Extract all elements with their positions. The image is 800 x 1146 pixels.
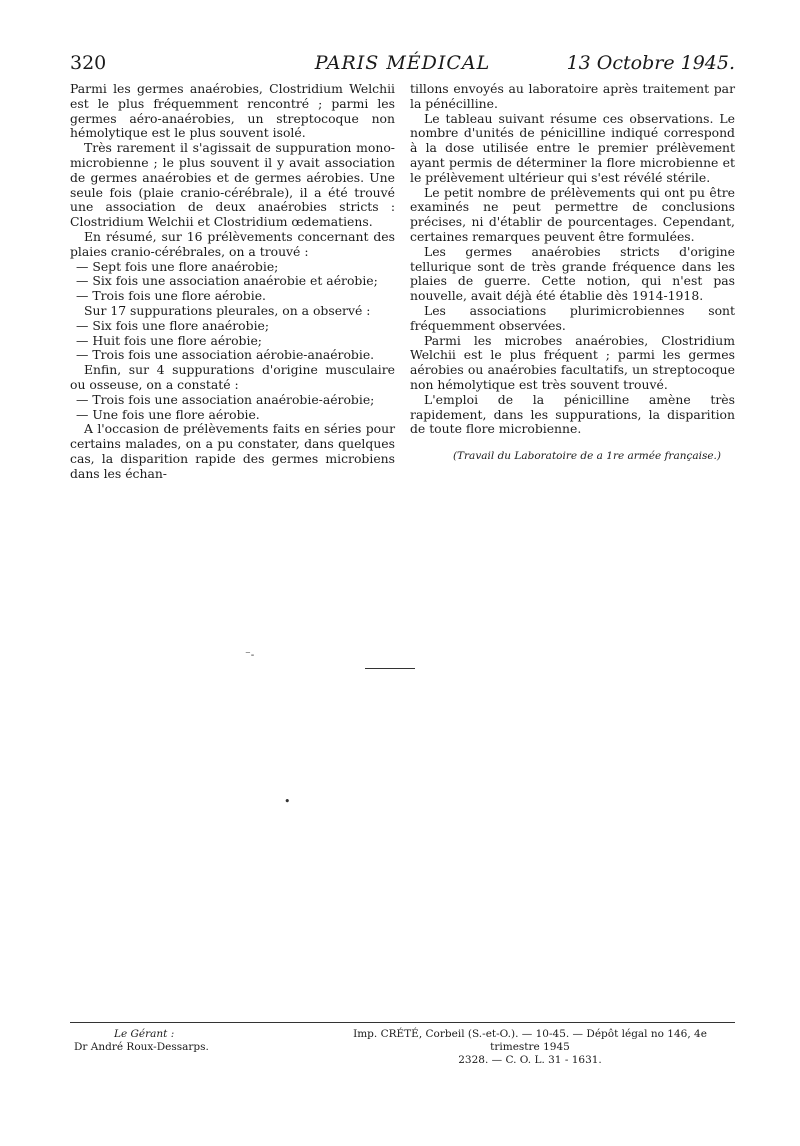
right-column (410, 82, 735, 464)
list-item: — Trois fois une association aérobie-anaérobie. (76, 347, 375, 363)
list-item: — Sept fois une flore anaérobie; (76, 258, 279, 274)
paragraph: Parmi les germes anaérobies, Clostridium Welchii est le plus fréquemment rencontré ; parmi les germes aéro-anaérobies, un streptocoque non hémolytique est le plus souvent isolé. (70, 81, 395, 141)
footer-imprint (330, 1028, 730, 1067)
list-item: — Une fois une flore aérobie. (76, 406, 260, 422)
paragraph: Les associations plurimicrobiennes sont fréquemment observées. (410, 302, 735, 333)
lab-credit: (Travail du Laboratoire de a 1re armée française.) (452, 450, 721, 463)
list-item: — Trois fois une association anaérobie-aérobie; (76, 391, 375, 407)
list-item: — Trois fois une flore aérobie. (76, 288, 266, 304)
paragraph: Enfin, sur 4 suppurations d'origine musculaire ou osseuse, on a constaté : (70, 362, 395, 392)
page-number: 320 (70, 52, 107, 74)
gerant-name: Dr André Roux-Dessarps. (74, 1041, 209, 1053)
list-item: — Six fois une flore anaérobie; (76, 317, 270, 333)
running-header (70, 52, 735, 80)
paragraph: Parmi les microbes anaérobies, Clostridium Welchii est le plus fréquent ; parmi les germes aérobies ou anaérobies facultatifs, un streptocoque non hémolytique est très souvent trouvé. (410, 332, 735, 392)
print-speck: • (284, 795, 291, 808)
list-item: — Six fois une association anaérobie et aérobie; (76, 273, 378, 289)
journal-title: PARIS MÉDICAL (314, 52, 491, 74)
gerant-label: Le Gérant : (114, 1028, 175, 1040)
issue-date: 13 Octobre 1945. (566, 52, 735, 74)
paragraph: Sur 17 suppurations pleurales, on a observé : (84, 302, 371, 318)
footer-gerant (74, 1028, 209, 1054)
left-column (70, 82, 395, 482)
paragraph: Le petit nombre de prélèvements qui ont pu être examinés ne peut permettre de conclusions précises, ni d'établir de pourcentages. Cependant, certaines remarques peuvent être formulées. (410, 184, 735, 244)
paragraph: L'emploi de la pénicilline amène très rapidement, dans les suppurations, la disparition de toute flore microbienne. (410, 391, 735, 437)
paragraph: A l'occasion de prélèvements faits en séries pour certains malades, on a pu constater, dans quelques cas, la disparition rapide des germes microbiens dans les échan- (70, 421, 395, 481)
imprint-line: 2328. — C. O. L. 31 - 1631. (458, 1054, 602, 1066)
print-speck: ⁻˗ (245, 648, 255, 661)
paragraph: tillons envoyés au laboratoire après traitement par la pénécilline. (410, 81, 735, 111)
list-item: — Huit fois une flore aérobie; (76, 332, 262, 348)
section-rule (365, 668, 415, 669)
paragraph: Le tableau suivant résume ces observations. Le nombre d'unités de pénicilline indiqué correspond à la dose utilisée entre le premier prélèvement ayant permis de déterminer la flore microbienne et le prélèvement ultérieur qui s'est révélé stérile. (410, 110, 735, 185)
footer-rule (70, 1022, 735, 1023)
imprint-line: Imp. CRÉTÉ, Corbeil (S.-et-O.). — 10-45. — Dépôt légal no 146, 4e trimestre 1945 (353, 1028, 707, 1053)
paragraph: Les germes anaérobies stricts d'origine tellurique sont de très grande fréquence dans les plaies de guerre. Cette notion, qui n'est pas nouvelle, avait déjà été établie dès 1914-1918. (410, 243, 735, 304)
paragraph: Très rarement il s'agissait de suppuration mono-microbienne ; le plus souvent il y avait association de germes anaérobies et de germes aérobies. Une seule fois (plaie cranio-cérébrale), il a été trouvé une association de deux anaérobies stricts : Clostridium Welchii et Clostridium œdematiens. (70, 140, 395, 230)
paragraph: En résumé, sur 16 prélèvements concernant des plaies cranio-cérébrales, on a trouvé : (70, 228, 395, 259)
